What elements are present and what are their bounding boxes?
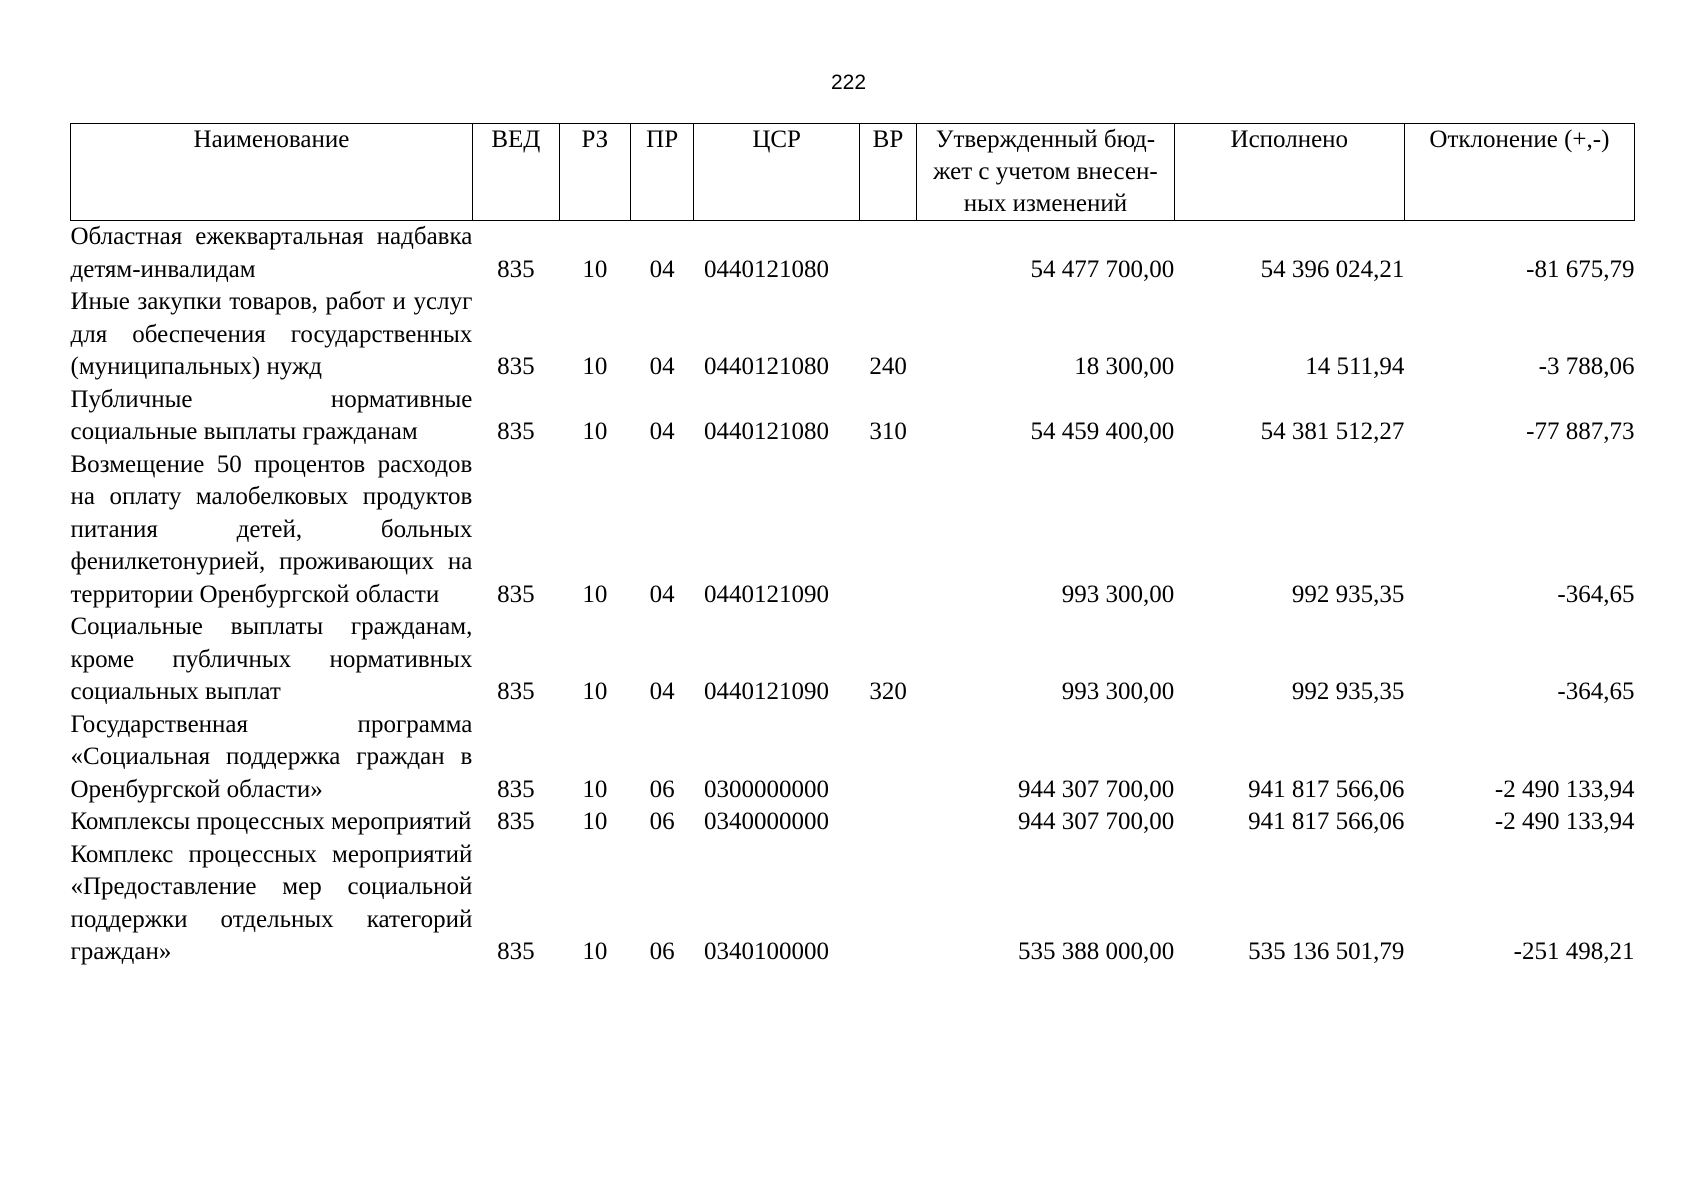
header-approved-budget	[917, 124, 1175, 221]
row-vr	[859, 806, 916, 839]
row-pr: 04	[649, 353, 675, 380]
row-approved: 993 300,00	[1061, 678, 1175, 705]
row-executed: 992 935,35	[1291, 678, 1405, 705]
row-pr: 04	[649, 418, 675, 445]
row-name: Областная ежеквартальная надбавка детям-инвалидам	[70, 223, 473, 283]
row-csr: 0440121080	[703, 255, 829, 283]
row-name: Иные закупки товаров, работ и услуг для обеспечения государственных (муниципальных) нужд	[70, 288, 473, 380]
table-row	[71, 709, 1635, 807]
table-row	[71, 611, 1635, 709]
header-ved: ВЕД	[472, 124, 559, 221]
row-rz: 10	[582, 418, 608, 445]
row-approved: 54 459 400,00	[1030, 418, 1175, 445]
table-row	[71, 839, 1635, 969]
row-deviation: -77 887,73	[1526, 418, 1635, 445]
row-approved: 18 300,00	[1074, 353, 1175, 380]
row-deviation: -251 498,21	[1513, 938, 1635, 965]
row-executed: 54 381 512,27	[1260, 418, 1405, 445]
row-approved: 535 388 000,00	[1018, 938, 1175, 965]
row-ved: 835	[497, 775, 535, 803]
row-executed: 992 935,35	[1291, 580, 1405, 608]
row-name: Государственная программа «Социальная поддержка граждан в Оренбургской области»	[70, 710, 473, 803]
row-pr: 04	[649, 580, 675, 608]
row-approved: 944 307 700,00	[1018, 808, 1175, 835]
row-deviation: -364,65	[1557, 580, 1635, 608]
row-vr: 320	[869, 678, 907, 705]
page-number: 222	[830, 71, 867, 94]
row-name: Комплексы процессных мероприятий	[70, 808, 472, 835]
row-ved: 835	[497, 580, 535, 608]
header-approved-line2: жет с учетом внесен-	[933, 158, 1158, 185]
row-rz: 10	[582, 775, 608, 803]
row-vr: 240	[869, 353, 907, 380]
table-row	[71, 221, 1635, 287]
row-vr	[859, 449, 916, 612]
table-header-row	[71, 124, 1635, 221]
row-name: Возмещение 50 процентов расходов на оплату малобелковых продуктов питания детей, больных фенилкетонурией, проживающих на территории Оренбургской области	[70, 450, 473, 608]
header-csr: ЦСР	[694, 124, 859, 221]
row-approved: 944 307 700,00	[1018, 775, 1175, 803]
row-deviation: -2 490 133,94	[1494, 775, 1635, 803]
budget-table	[70, 123, 1635, 969]
row-deviation: -364,65	[1557, 678, 1635, 705]
row-executed: 941 817 566,06	[1248, 808, 1405, 835]
row-ved: 835	[497, 808, 535, 835]
row-deviation: -2 490 133,94	[1494, 808, 1635, 835]
row-rz: 10	[582, 678, 608, 705]
row-csr: 0440121080	[703, 418, 829, 445]
row-csr: 0440121080	[703, 353, 829, 380]
row-pr: 04	[649, 678, 675, 705]
row-rz: 10	[582, 938, 608, 965]
row-pr: 06	[649, 808, 675, 835]
header-executed: Исполнено	[1174, 124, 1404, 221]
row-csr: 0340000000	[703, 808, 829, 835]
row-rz: 10	[582, 808, 608, 835]
row-executed: 54 396 024,21	[1260, 255, 1405, 283]
table-row	[71, 449, 1635, 612]
row-vr	[859, 839, 916, 969]
header-rz: РЗ	[559, 124, 630, 221]
row-approved: 54 477 700,00	[1030, 255, 1175, 283]
header-deviation: Отклонение (+,-)	[1404, 124, 1634, 221]
header-approved-line3: ных изменений	[963, 190, 1128, 217]
header-pr: ПР	[630, 124, 694, 221]
row-ved: 835	[497, 678, 535, 705]
table-row	[71, 384, 1635, 449]
row-executed: 535 136 501,79	[1248, 938, 1405, 965]
table-row	[71, 286, 1635, 384]
row-rz: 10	[582, 353, 608, 380]
row-pr: 04	[649, 255, 675, 283]
table-row	[71, 806, 1635, 839]
row-pr: 06	[649, 775, 675, 803]
row-rz: 10	[582, 255, 608, 283]
row-name: Социальные выплаты гражданам, кроме публичных нормативных социальных выплат	[70, 613, 473, 705]
row-ved: 835	[497, 353, 535, 380]
row-ved: 835	[497, 938, 535, 965]
header-approved-line1: Утвержденный бюд-	[935, 126, 1156, 153]
row-csr: 0300000000	[703, 775, 829, 803]
row-deviation: -3 788,06	[1538, 353, 1635, 380]
row-name: Комплекс процессных мероприятий «Предоставление мер социальной поддержки отдельных категорий граждан»	[70, 840, 473, 965]
row-executed: 14 511,94	[1305, 353, 1405, 380]
header-vr: ВР	[859, 124, 916, 221]
row-csr: 0340100000	[703, 938, 829, 965]
row-executed: 941 817 566,06	[1248, 775, 1405, 803]
row-vr	[859, 221, 916, 287]
row-ved: 835	[497, 418, 535, 445]
row-csr: 0440121090	[703, 678, 829, 705]
row-csr: 0440121090	[703, 580, 829, 608]
row-name: Публичные нормативные социальные выплаты гражданам	[70, 385, 473, 445]
row-pr: 06	[649, 938, 675, 965]
row-vr: 310	[869, 418, 907, 445]
row-rz: 10	[582, 580, 608, 608]
header-name: Наименование	[71, 124, 473, 221]
row-approved: 993 300,00	[1061, 580, 1175, 608]
row-ved: 835	[497, 255, 535, 283]
row-vr	[859, 709, 916, 807]
row-deviation: -81 675,79	[1526, 255, 1635, 283]
